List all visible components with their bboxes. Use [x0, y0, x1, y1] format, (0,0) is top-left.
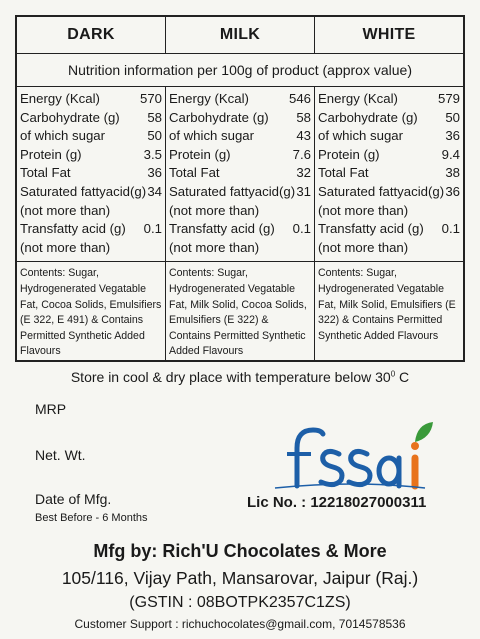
gstin: (GSTIN : 08BOTPK2357C1ZS)	[129, 594, 351, 611]
nutrient-label: Protein (g)	[169, 146, 231, 162]
nutrition-column-milk	[165, 87, 314, 261]
nutrient-label: Saturated fattyacid(g)	[169, 183, 296, 199]
nutrient-label: (not more than)	[318, 202, 409, 218]
nutrition-line	[169, 202, 311, 221]
nutrient-value: 36	[445, 128, 460, 144]
nutrition-line	[169, 239, 311, 258]
nutrient-value: 36	[445, 183, 460, 199]
nutrient-value: 546	[288, 91, 311, 106]
nutrient-label: Carbohydrate (g)	[20, 109, 120, 125]
nutrient-value: 0.1	[143, 221, 162, 237]
nutrient-value: 0.1	[441, 221, 460, 237]
nutrient-value: 7.6	[292, 146, 311, 162]
nutrient-label: Transfatty acid (g)	[169, 221, 275, 237]
net-wt-label: Net. Wt.	[35, 447, 86, 463]
nutrient-value: 570	[139, 91, 162, 106]
storage-unit: C	[399, 369, 410, 385]
date-mfg-label: Date of Mfg.	[35, 491, 112, 507]
header-white: WHITE	[314, 17, 463, 53]
nutrient-value: 31	[296, 183, 311, 199]
nutrition-values-row	[17, 87, 463, 262]
nutrient-label: (not more than)	[169, 239, 260, 255]
variant-header-row	[17, 17, 463, 54]
nutrient-value: 50	[445, 109, 460, 125]
nutrient-label: Protein (g)	[20, 146, 82, 162]
nutrient-label: (not more than)	[169, 202, 260, 218]
storage-note	[0, 369, 480, 385]
nutrient-value: 50	[147, 128, 162, 144]
contents-row	[17, 262, 463, 360]
nutrient-label: Transfatty acid (g)	[20, 221, 126, 237]
nutrient-value: 36	[147, 165, 162, 181]
nutrition-line	[169, 127, 311, 146]
nutrition-line	[20, 183, 162, 202]
nutrient-label: Carbohydrate (g)	[318, 109, 418, 125]
contents-milk: Contents: Sugar, Hydrogenerated Vegatable Fat, Milk Solid, Cocoa Solids, Emulsifiers (E 322) & Contains Permitted Synthetic Added Flavours	[165, 262, 314, 360]
nutrition-line	[20, 202, 162, 221]
nutrition-line	[20, 239, 162, 258]
nutrient-label: Total Fat	[169, 165, 220, 181]
contents-white: Contents: Sugar, Hydrogenerated Vegatable Fat, Milk Solid, Emulsifiers (E 322) & Contains Permitted Synthetic Added Flavours	[314, 262, 463, 360]
nutrition-line	[318, 90, 460, 109]
nutrition-line	[20, 109, 162, 128]
nutrient-value: 9.4	[441, 146, 460, 162]
nutrient-label: Energy (Kcal)	[318, 91, 398, 106]
nutrition-line	[318, 220, 460, 239]
nutrition-line	[318, 202, 460, 221]
nutrient-label: of which sugar	[169, 128, 255, 144]
nutrient-value: 32	[296, 165, 311, 181]
nutrient-label: Total Fat	[20, 165, 71, 181]
manufacturer-address: 105/116, Vijay Path, Mansarovar, Jaipur (Raj.)	[61, 568, 419, 588]
nutrition-line	[318, 164, 460, 183]
nutrition-line	[318, 239, 460, 258]
nutrition-line	[20, 127, 162, 146]
nutrient-label: Transfatty acid (g)	[318, 221, 424, 237]
nutrient-label: Saturated fattyacid(g)	[318, 183, 445, 199]
nutrition-line	[169, 220, 311, 239]
header-dark: DARK	[67, 26, 115, 43]
nutrient-value: 34	[147, 183, 162, 199]
nutrient-label: Saturated fattyacid(g)	[20, 183, 147, 199]
fssai-logo	[265, 418, 450, 490]
nutrient-value: 58	[296, 109, 311, 125]
nutrition-line	[318, 183, 460, 202]
nutrition-table	[15, 15, 465, 362]
nutrient-label: Total Fat	[318, 165, 369, 181]
customer-support: Customer Support : richuchocolates@gmail.com, 7014578536	[74, 617, 406, 631]
nutrition-line	[318, 146, 460, 165]
nutrition-line	[20, 90, 162, 109]
nutrition-line	[20, 220, 162, 239]
best-before-label: Best Before - 6 Months	[35, 512, 148, 524]
nutrition-line	[318, 127, 460, 146]
contents-dark: Contents: Sugar, Hydrogenerated Vegatable Fat, Cocoa Solids, Emulsifiers (E 322, E 491) & Contains Permitted Synthetic Added Flavours	[20, 267, 162, 358]
nutrient-label: Protein (g)	[318, 146, 380, 162]
nutrient-value: 43	[296, 128, 311, 144]
nutrient-value: 3.5	[143, 146, 162, 162]
nutrient-value: 58	[147, 109, 162, 125]
header-milk: MILK	[165, 17, 314, 53]
nutrition-column-white	[314, 87, 463, 261]
nutrient-label: Energy (Kcal)	[20, 91, 100, 106]
nutrition-line	[169, 164, 311, 183]
nutrient-label: of which sugar	[318, 128, 404, 144]
nutrient-label: Energy (Kcal)	[169, 91, 249, 106]
nutrient-label: of which sugar	[20, 128, 106, 144]
nutrient-label: (not more than)	[318, 239, 409, 255]
nutrition-line	[169, 146, 311, 165]
nutrient-value: 0.1	[292, 221, 311, 237]
nutrition-line	[169, 90, 311, 109]
nutrition-info-caption: Nutrition information per 100g of product (approx value)	[17, 54, 463, 87]
storage-degree: 0	[390, 369, 396, 379]
nutrient-label: (not more than)	[20, 202, 111, 218]
mrp-label: MRP	[35, 401, 67, 417]
nutrition-line	[318, 109, 460, 128]
nutrient-label: Carbohydrate (g)	[169, 109, 269, 125]
nutrition-line	[20, 164, 162, 183]
nutrient-value: 38	[445, 165, 460, 181]
license-number: Lic No. : 12218027000311	[247, 494, 427, 511]
nutrition-column-dark	[17, 87, 165, 261]
nutrient-label: (not more than)	[20, 239, 111, 255]
nutrition-line	[20, 146, 162, 165]
nutrient-value: 579	[437, 91, 460, 106]
storage-text: Store in cool & dry place with temperature below 30	[70, 369, 391, 385]
manufacturer-name: Mfg by: Rich'U Chocolates & More	[93, 541, 387, 561]
nutrition-line	[169, 109, 311, 128]
nutrition-line	[169, 183, 311, 202]
